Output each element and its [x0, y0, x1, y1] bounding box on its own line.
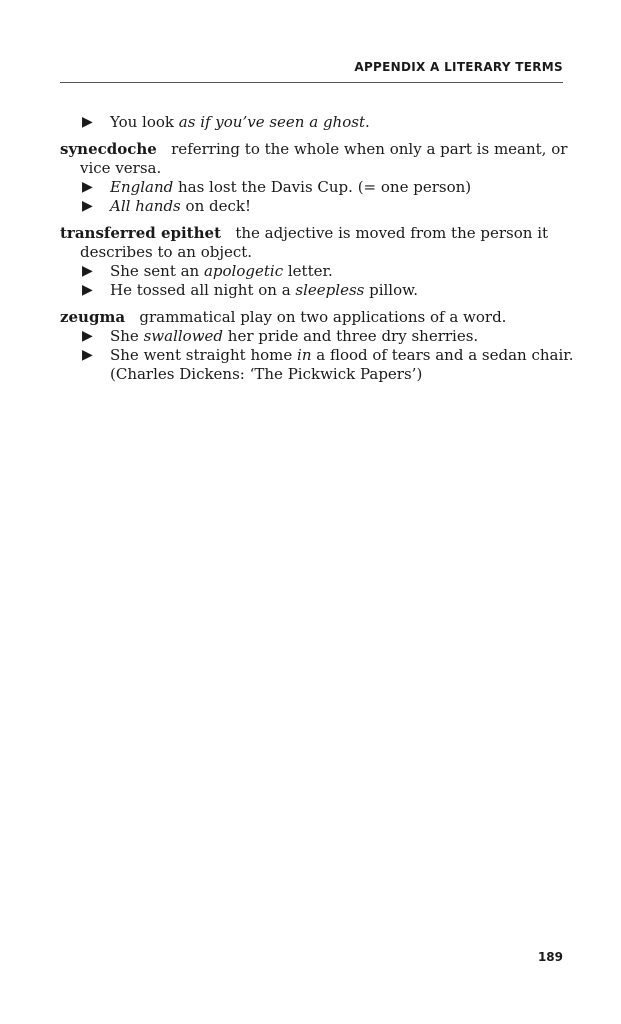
citation-text: (Charles Dickens: ‘The Pickwick Papers’) [110, 365, 423, 383]
page-number: 189 [537, 950, 563, 964]
example-text: He tossed all night on a [110, 281, 296, 299]
example-emphasis: All hands [110, 197, 181, 215]
bullet-triangle-icon: ▶ [82, 179, 93, 195]
bullet-triangle-icon: ▶ [82, 263, 93, 279]
definition-text: referring to the whole when only a part is meant, or [171, 140, 568, 158]
example-text: She went straight home [110, 346, 298, 364]
definition-line [60, 140, 568, 159]
example-text: . [364, 113, 370, 131]
example-text: a flood of tears and a sedan chair. [311, 346, 574, 364]
glossary-entry-synecdoche [60, 140, 568, 216]
example-line [60, 346, 574, 365]
example-line [60, 327, 563, 346]
citation-line [60, 365, 563, 384]
glossary-entry-transferred-epithet [60, 224, 563, 300]
example-line [60, 281, 563, 300]
example-line [60, 262, 563, 281]
entry-term: synecdoche [60, 140, 157, 158]
example-emphasis: as if you’ve seen a ghost [178, 113, 365, 131]
page-body [60, 113, 574, 384]
example-emphasis: in [297, 346, 312, 364]
example-text: You look [110, 113, 179, 131]
example-emphasis: England [110, 178, 174, 196]
bullet-triangle-icon: ▶ [82, 328, 93, 344]
example-text: her pride and three dry sherries. [223, 327, 479, 345]
definition-text: describes to an object. [80, 243, 253, 261]
entry-term: transferred epithet [60, 224, 221, 242]
example-line [60, 113, 563, 132]
bullet-triangle-icon: ▶ [82, 198, 93, 214]
example-line [60, 197, 563, 216]
example-text: She sent an [110, 262, 204, 280]
definition-text: the adjective is moved from the person it [235, 224, 549, 242]
example-text: has lost the Davis Cup. (= one person) [173, 178, 472, 196]
definition-line [60, 308, 563, 327]
definition-line [60, 243, 563, 262]
definition-text: vice versa. [80, 159, 162, 177]
bullet-triangle-icon: ▶ [82, 282, 93, 298]
definition-line [60, 224, 563, 243]
example-emphasis: sleepless [295, 281, 365, 299]
glossary-entry-zeugma [60, 308, 574, 384]
definition-text: grammatical play on two applications of a word. [139, 308, 507, 326]
example-text: letter. [283, 262, 333, 280]
example-emphasis: swallowed [143, 327, 224, 345]
header-rule [60, 82, 563, 83]
bullet-triangle-icon: ▶ [82, 347, 93, 363]
example-line [60, 178, 563, 197]
example-emphasis: apologetic [203, 262, 284, 280]
bullet-triangle-icon: ▶ [82, 114, 93, 130]
example-text: She [110, 327, 144, 345]
entry-term: zeugma [60, 308, 126, 326]
definition-line [60, 159, 563, 178]
example-text: on deck! [180, 197, 251, 215]
example-text: pillow. [364, 281, 418, 299]
running-head: APPENDIX A LITERARY TERMS [354, 60, 563, 74]
